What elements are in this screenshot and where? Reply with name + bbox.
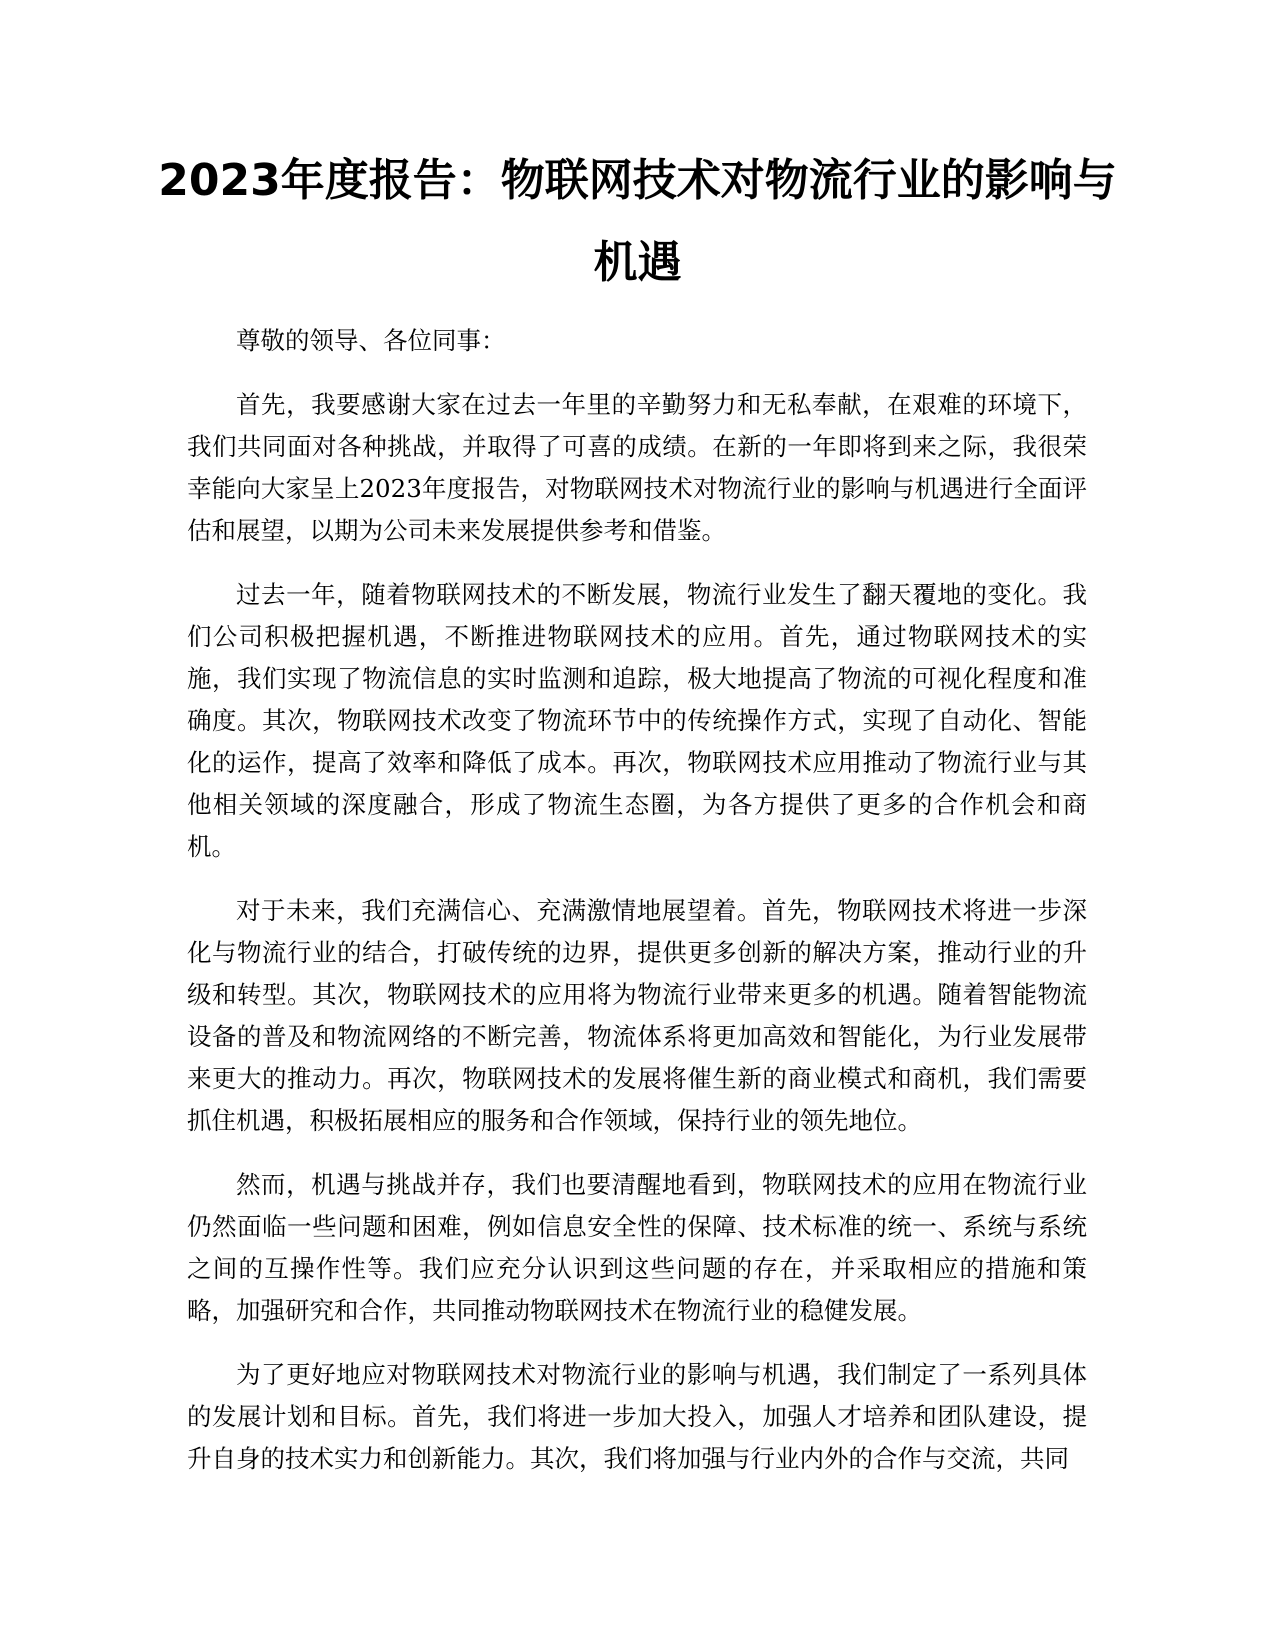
paragraph-2: 过去一年，随着物联网技术的不断发展，物流行业发生了翻天覆地的变化。我们公司积极把握机遇，不断推进物联网技术的应用。首先，通过物联网技术的实施，我们实现了物流信息的实时监测和追踪，极大地提高了物流的可视化程度和准确度。其次，物联网技术改变了物流环节中的传统操作方式，实现了自动化、智能化的运作，提高了效率和降低了成本。再次，物联网技术应用推动了物流行业与其他相关领域的深度融合，形成了物流生态圈，为各方提供了更多的合作机会和商机。: [187, 580, 1087, 861]
paragraph-3: 对于未来，我们充满信心、充满激情地展望着。首先，物联网技术将进一步深化与物流行业的结合，打破传统的边界，提供更多创新的解决方案，推动行业的升级和转型。其次，物联网技术的应用将为物流行业带来更多的机遇。随着智能物流设备的普及和物流网络的不断完善，物流体系将更加高效和智能化，为行业发展带来更大的推动力。再次，物联网技术的发展将催生新的商业模式和商机，我们需要抓住机遇，积极拓展相应的服务和合作领域，保持行业的领先地位。: [187, 896, 1087, 1135]
salutation: 尊敬的领导、各位同事：: [236, 326, 506, 355]
document-body: [187, 320, 1087, 1502]
paragraph-1: 首先，我要感谢大家在过去一年里的辛勤努力和无私奉献，在艰难的环境下，我们共同面对各种挑战，并取得了可喜的成绩。在新的一年即将到来之际，我很荣幸能向大家呈上2023年度报告，对物联网技术对物流行业的影响与机遇进行全面评估和展望，以期为公司未来发展提供参考和借鉴。: [187, 390, 1087, 545]
paragraph-4: 然而，机遇与挑战并存，我们也要清醒地看到，物联网技术的应用在物流行业仍然面临一些问题和困难，例如信息安全性的保障、技术标准的统一、系统与系统之间的互操作性等。我们应充分认识到这些问题的存在，并采取相应的措施和策略，加强研究和合作，共同推动物联网技术在物流行业的稳健发展。: [187, 1170, 1087, 1325]
paragraph-5: 为了更好地应对物联网技术对物流行业的影响与机遇，我们制定了一系列具体的发展计划和目标。首先，我们将进一步加大投入，加强人才培养和团队建设，提升自身的技术实力和创新能力。其次，我们将加强与行业内外的合作与交流，共同: [187, 1360, 1087, 1473]
document-title: 2023年度报告：物联网技术对物流行业的影响与机遇: [158, 155, 1117, 288]
